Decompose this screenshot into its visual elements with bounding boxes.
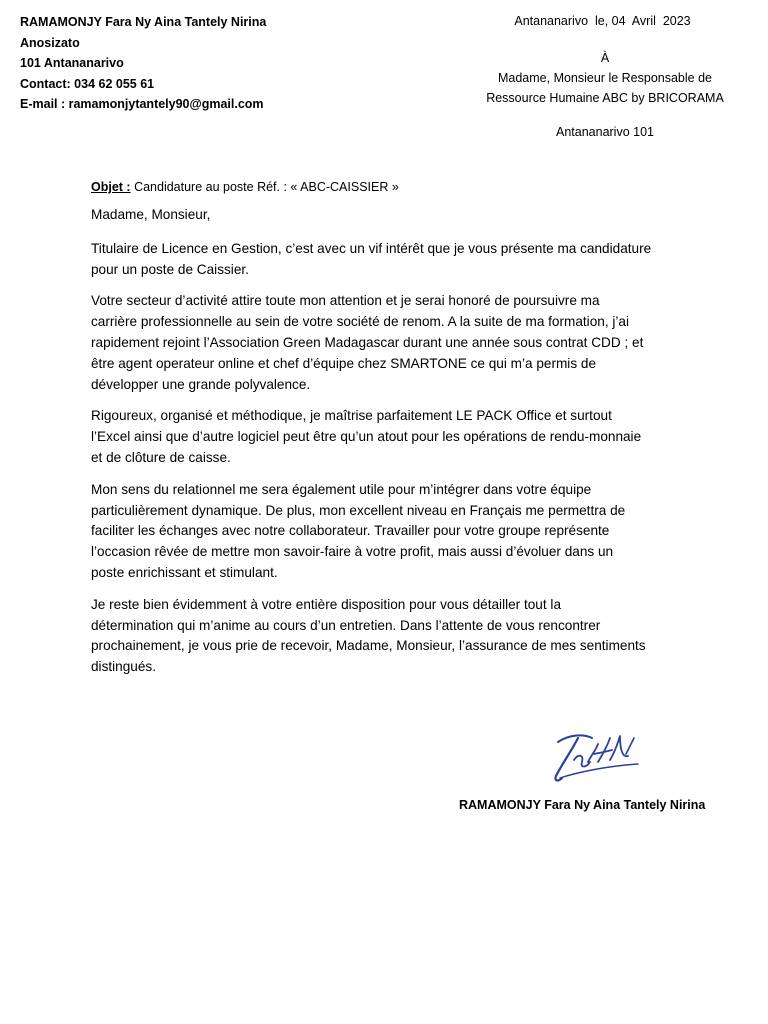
subject-line (91, 178, 399, 196)
date-line: Antananarivo le, 04 Avril 2023 (514, 14, 691, 28)
text-line: carrière professionnelle au sein de votre société de renom. A la suite de ma formation, j’ai (91, 314, 629, 330)
text-line: Rigoureux, organisé et méthodique, je maîtrise parfaitement LE PACK Office et surtout (91, 408, 612, 424)
text-line: pour un poste de Caissier. (91, 261, 249, 277)
paragraph-closing (91, 595, 691, 678)
text-line: rapidement rejoint l’Association Green Madagascar durant une année sous contrat CDD ; et (91, 334, 644, 350)
salutation: Madame, Monsieur, (91, 207, 211, 222)
text-line: développer une grande polyvalence. (91, 376, 311, 392)
sender-block (20, 12, 266, 115)
recipient-line2: Ressource Humaine ABC by BRICORAMA (486, 91, 724, 105)
paragraph-intro (91, 239, 691, 281)
text-line: particulièrement dynamique. De plus, mon excellent niveau en Français me permettra de (91, 502, 626, 518)
text-line: poste enrichissant et stimulant. (91, 564, 278, 580)
text-line: être agent operateur online et chef d’équipe chez SMARTONE ce qui m’a permis de (91, 355, 597, 371)
subject-text: Candidature au poste Réf. : « ABC-CAISSIER » (130, 180, 399, 194)
text-line: Mon sens du relationnel me sera également utile pour m’intégrer dans votre équipe (91, 481, 592, 497)
recipient-block (470, 48, 740, 142)
text-line: faciliter les échanges avec notre collaborateur. Travailler pour votre groupe représente (91, 523, 610, 539)
paragraph-relational (91, 480, 691, 584)
text-line: l’occasion rêvée de mettre mon savoir-faire à votre profit, mais aussi d’évoluer dans un (91, 544, 614, 560)
handwritten-signature (548, 728, 644, 786)
letter-body (91, 205, 691, 689)
text-line: prochainement, je vous prie de recevoir, Madame, Monsieur, l’assurance de mes sentiments (91, 638, 646, 654)
paragraph-experience (91, 291, 691, 395)
text-line: Votre secteur d’activité attire toute mon attention et je serai honoré de poursuivre ma (91, 293, 600, 309)
text-line: et de clôture de caisse. (91, 449, 231, 465)
recipient-city: Antananarivo 101 (556, 125, 654, 139)
text-line: l’Excel ainsi que d’autre logiciel peut être qu’un atout pour les opérations de rendu-monnaie (91, 429, 642, 445)
text-line: Je reste bien évidemment à votre entière disposition pour vous détailler tout la (91, 596, 561, 612)
sender-address-line1: Anosizato (20, 35, 80, 50)
text-line: détermination qui m’anime au cours d’un entretien. Dans l’attente de vous rencontrer (91, 617, 601, 633)
paragraph-skills (91, 406, 691, 468)
recipient-line1: Madame, Monsieur le Responsable de (497, 71, 712, 85)
sender-address-line2: 101 Antananarivo (20, 56, 124, 70)
signer-name: RAMAMONJY Fara Ny Aina Tantely Nirina (459, 798, 706, 812)
subject-label: Objet : (91, 180, 131, 194)
sender-contact: Contact: 034 62 055 61 (20, 76, 155, 91)
text-line: distingués. (91, 659, 156, 675)
sender-email: E-mail : ramamonjytantely90@gmail.com (20, 97, 264, 111)
recipient-to: À (600, 51, 610, 65)
sender-name: RAMAMONJY Fara Ny Aina Tantely Nirina (20, 15, 267, 29)
text-line: Titulaire de Licence en Gestion, c’est avec un vif intérêt que je vous présente ma candidature (91, 240, 652, 256)
